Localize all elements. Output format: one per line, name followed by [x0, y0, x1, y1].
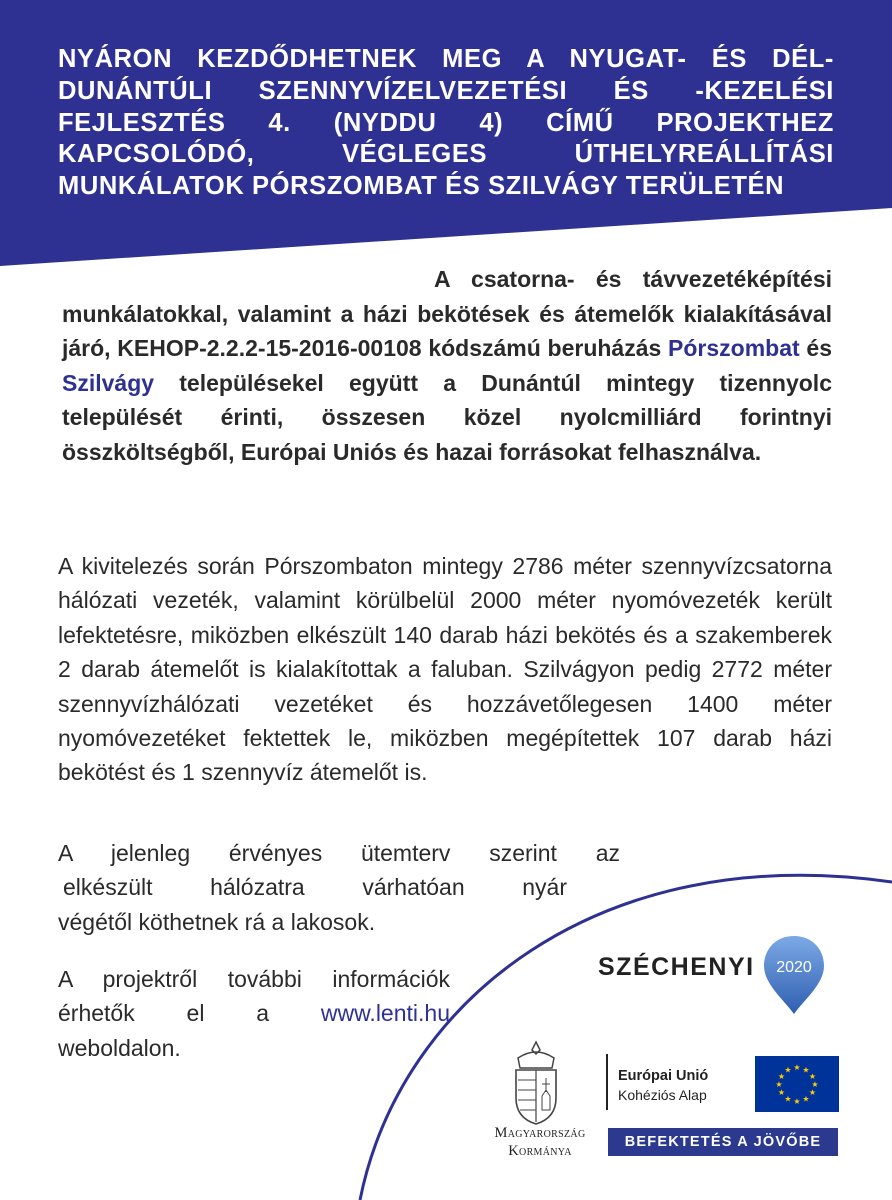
town-szilvagy: Szilvágy: [62, 369, 155, 396]
svg-text:★: ★: [802, 1065, 810, 1075]
svg-text:★: ★: [777, 1072, 786, 1081]
invest-in-future-banner: BEFEKTETÉS A JÖVŐBE: [608, 1128, 838, 1156]
more-info-paragraph: A projektről további információk érhetők el a www.lenti.hu weboldalon.: [58, 966, 450, 1061]
eu-fund-text: Európai Unió Kohéziós Alap: [618, 1068, 709, 1103]
coat-of-arms-icon: [506, 1040, 566, 1126]
svg-text:★: ★: [811, 1080, 819, 1089]
svg-text:★: ★: [784, 1065, 792, 1075]
szechenyi-logo-text: SZÉCHENYI: [598, 953, 755, 981]
eu-flag-icon: [755, 1056, 839, 1112]
article-title: NYÁRON KEZDŐDHETNEK MEG A NYUGAT- ÉS DÉL-DUNÁNTÚLI SZENNYVÍZELVEZETÉSI ÉS -KEZELÉSI FEJLESZTÉS 4. (NYDDU 4) CÍMŰ PROJEKTHEZ KAPCSOLÓDÓ, VÉGLEGES ÚTHELYREÁLLÍTÁSI MUNKÁLATOK PÓRSZOMBAT ÉS SZILVÁGY TERÜLETÉN: [58, 45, 834, 201]
government-logo-text: Magyarország Kormánya: [494, 1125, 586, 1159]
svg-text:★: ★: [775, 1080, 783, 1089]
town-porszombat: Pórszombat: [668, 335, 800, 362]
szechenyi-year: 2020: [776, 959, 812, 976]
svg-text:★: ★: [802, 1094, 810, 1104]
svg-text:★: ★: [784, 1094, 792, 1104]
svg-text:★: ★: [777, 1088, 786, 1097]
svg-text:★: ★: [793, 1063, 801, 1072]
svg-text:★: ★: [808, 1072, 817, 1081]
intro-paragraph: A csatorna- és távvezetéképítési munkálatokkal, valamint a házi bekötések és átemelők kialakításával járó, KEHOP-2.2.2-15-2016-00108 kódszámú beruházás Pórszombat és Szilvágy településekel együtt a Dunántúl mintegy tizennyolc települését érinti, összesen közel nyolcmilliárd forintnyi összköltségből, Európai Uniós és hazai forrásokat felhasználva.: [62, 266, 832, 465]
svg-text:★: ★: [808, 1088, 817, 1097]
schedule-paragraph: A jelenleg érvényes ütemterv szerint az elkészült hálózatra várhatóan nyár végétől köthetnek rá a lakosok.: [58, 840, 620, 935]
website-link[interactable]: www.lenti.hu: [320, 1000, 450, 1027]
logo-divider: [606, 1054, 608, 1110]
szechenyi-2020-pin-icon: [762, 934, 826, 1016]
details-paragraph: A kivitelezés során Pórszombaton mintegy 2786 méter szennyvízcsatorna hálózati vezeték, valamint körülbelül 2000 méter nyomóvezeték került lefektetésre, miközben elkészült 140 darab házi bekötés és a szakemberek 2 darab átemelőt is kialakítottak a faluban. Szilvágyon pedig 2772 méter szennyvízhálózati vezetéket és hozzávetőlegesen 1400 méter nyomóvezetéket fektettek le, miközben megépítettek 107 darab házi bekötést és 1 szennyvíz átemelőt is.: [58, 553, 832, 786]
svg-text:★: ★: [793, 1097, 801, 1106]
